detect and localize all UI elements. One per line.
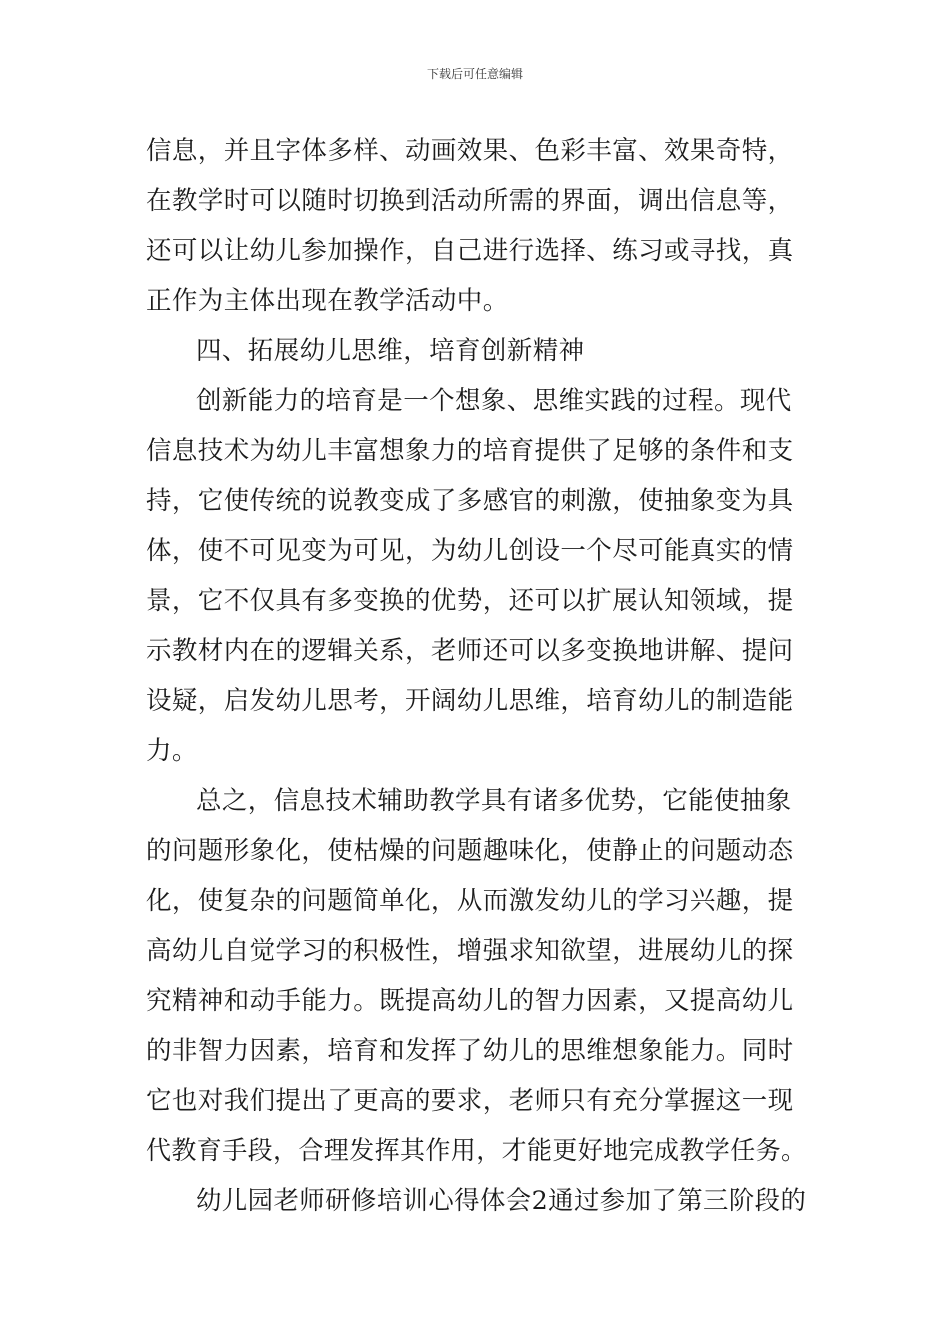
body-line: 还可以让幼儿参加操作，自己进行选择、练习或寻找，真: [146, 236, 794, 266]
paragraph-first-line: 总之，信息技术辅助教学具有诸多优势，它能使抽象: [196, 786, 792, 816]
body-line: 化，使复杂的问题简单化，从而激发幼儿的学习兴趣，提: [146, 886, 794, 916]
body-line: 示教材内在的逻辑关系，老师还可以多变换地讲解、提问: [146, 636, 794, 666]
body-line: 设疑，启发幼儿思考，开阔幼儿思维，培育幼儿的制造能: [146, 686, 794, 716]
body-line: 力。: [146, 736, 198, 766]
body-line: 景，它不仅具有多变换的优势，还可以扩展认知领域，提: [146, 586, 794, 616]
body-line: 信息，并且字体多样、动画效果、色彩丰富、效果奇特，: [146, 136, 794, 166]
section-heading: 四、拓展幼儿思维，培育创新精神: [196, 336, 585, 366]
body-line: 正作为主体出现在教学活动中。: [146, 286, 509, 316]
page-header: 下载后可任意编辑: [426, 67, 523, 81]
body-line: 体，使不可见变为可见，为幼儿创设一个尽可能真实的情: [146, 536, 794, 566]
body-line: 在教学时可以随时切换到活动所需的界面，调出信息等，: [146, 186, 794, 216]
body-line: 代教育手段，合理发挥其作用，才能更好地完成教学任务。: [146, 1136, 807, 1166]
body-line: 信息技术为幼儿丰富想象力的培育提供了足够的条件和支: [146, 436, 794, 466]
body-line: 它也对我们提出了更高的要求，老师只有充分掌握这一现: [146, 1086, 794, 1116]
body-line: 的非智力因素，培育和发挥了幼儿的思维想象能力。同时: [146, 1036, 794, 1066]
body-line: 持，它使传统的说教变成了多感官的刺激，使抽象变为具: [146, 486, 794, 516]
body-line: 究精神和动手能力。既提高幼儿的智力因素，又提高幼儿: [146, 986, 794, 1016]
paragraph-first-line: 创新能力的培育是一个想象、思维实践的过程。现代: [196, 386, 792, 416]
body-line: 高幼儿自觉学习的积极性，增强求知欲望，进展幼儿的探: [146, 936, 794, 966]
paragraph-first-line: 幼儿园老师研修培训心得体会2通过参加了第三阶段的: [196, 1186, 807, 1216]
body-line: 的问题形象化，使枯燥的问题趣味化，使静止的问题动态: [146, 836, 794, 866]
